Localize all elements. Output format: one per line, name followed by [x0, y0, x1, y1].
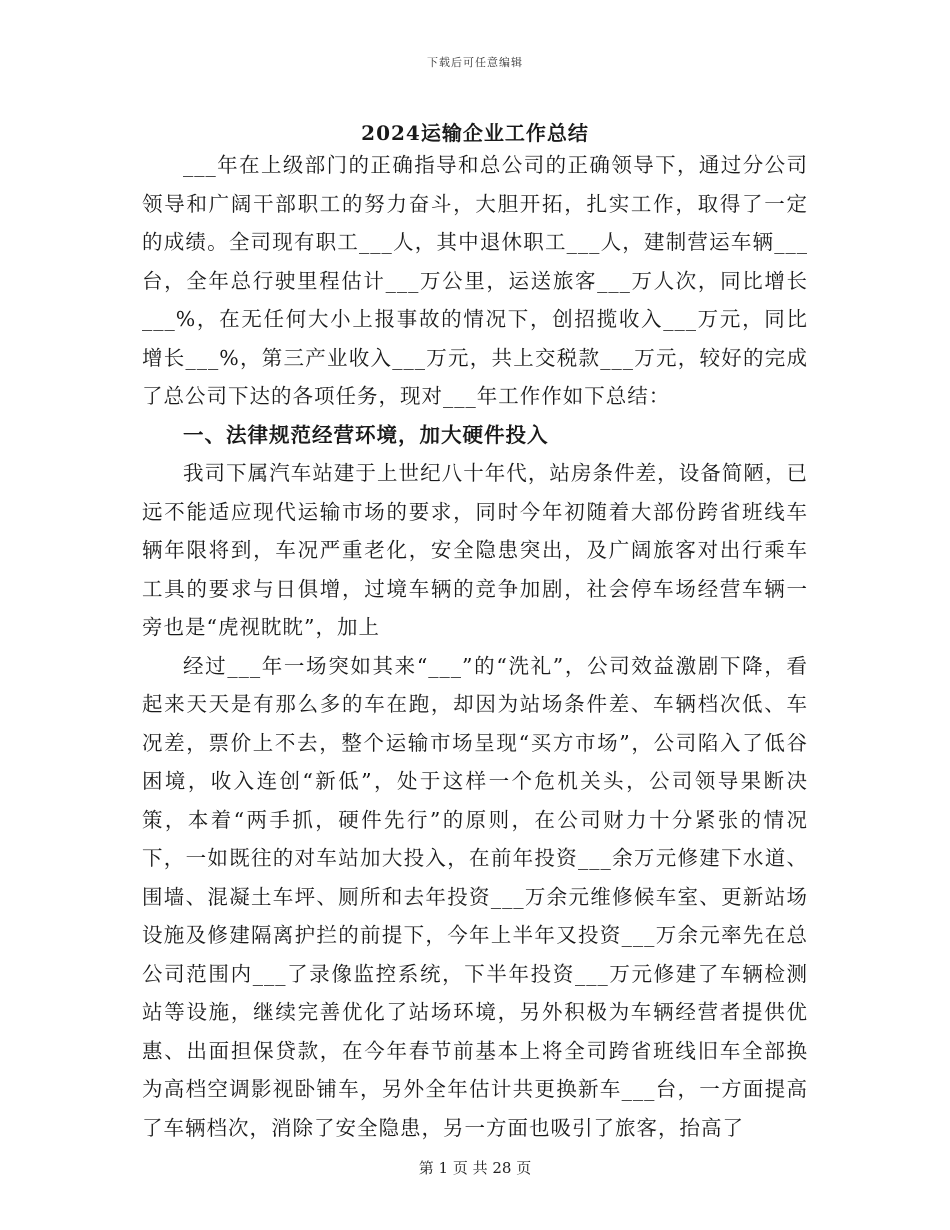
page-header: 下载后可任意编辑 — [427, 56, 523, 69]
intro-paragraph: ___年在上级部门的正确指导和总公司的正确领导下，通过分公司领导和广阔干部职工的努力奋斗，大胆开拓，扎实工作，取得了一定的成绩。全司现有职工___人，其中退休职工___人，建制营运车辆___台，全年总行驶里程估计___万公里，运送旅客___万人次，同比增长___%，在无任何大小上报事故的情况下，创招揽收入___万元，同比增长___%，第三产业收入___万元，共上交税款___万元，较好的完成了总公司下达的各项任务，现对___年工作作如下总结： — [142, 153, 808, 408]
body-paragraph: 我司下属汽车站建于上世纪八十年代，站房条件差，设备简陋，已远不能适应现代运输市场的要求，同时今年初随着大部份跨省班线车辆年限将到，车况严重老化，安全隐患突出，及广阔旅客对出行乘车工具的要求与日俱增，过境车辆的竞争加剧，社会停车场经营车辆一旁也是“虎视眈眈”，加上 — [142, 461, 808, 639]
section-heading: 一、法律规范经营环境，加大硬件投入 — [183, 422, 549, 447]
document-title: 2024运输企业工作总结 — [361, 121, 589, 145]
page-footer: 第 1 页 共 28 页 — [418, 1159, 532, 1177]
document-body — [142, 146, 808, 1147]
body-paragraph: 经过___年一场突如其来“___”的“洗礼”，公司效益激剧下降，看起来天天是有那么多的车在跑，却因为站场条件差、车辆档次低、车况差，票价上不去，整个运输市场呈现“买方市场”，公司陷入了低谷困境，收入连创“新低”，处于这样一个危机关头，公司领导果断决策，本着“两手抓，硬件先行”的原则，在公司财力十分紧张的情况下，一如既往的对车站加大投入，在前年投资___余万元修建下水道、围墙、混凝土车坪、厕所和去年投资___万余元维修候车室、更新站场设施及修建隔离护拦的前提下，今年上半年又投资___万余元率先在总公司范围内___了录像监控系统，下半年投资___万元修建了车辆检测站等设施，继续完善优化了站场环境，另外积极为车辆经营者提供优惠、出面担保贷款，在今年春节前基本上将全司跨省班线旧车全部换为高档空调影视卧铺车，另外全年估计共更换新车___台，一方面提高了车辆档次，消除了安全隐患，另一方面也吸引了旅客，抬高了 — [142, 653, 808, 1140]
